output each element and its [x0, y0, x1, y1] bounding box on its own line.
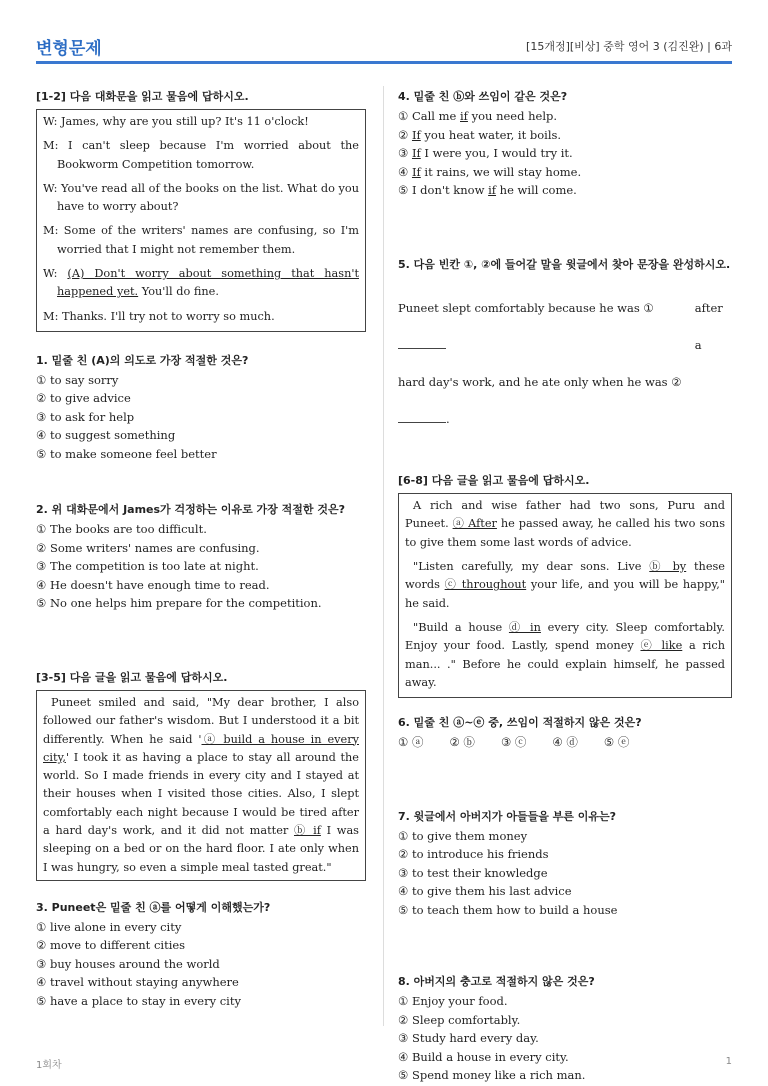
- option[interactable]: [398, 181, 732, 200]
- option[interactable]: ④ travel without staying anywhere: [36, 975, 239, 990]
- q5-text-span: after a: [694, 301, 723, 353]
- option-text: ②: [398, 127, 412, 142]
- dialogue-line-a: [43, 265, 359, 302]
- footer-page-number: 1: [725, 1056, 732, 1067]
- option[interactable]: ③ The competition is too late at night.: [36, 559, 259, 574]
- question-1-title: 1. 밑줄 친 (A)의 의도로 가장 적절한 것은?: [36, 353, 249, 367]
- option[interactable]: ④ He doesn't have enough time to read.: [36, 577, 270, 592]
- dialogue-line: M: Thanks. I'll try not to worry so much.: [43, 309, 275, 323]
- question-6-options: [398, 733, 732, 752]
- underlined-word: if: [460, 109, 468, 123]
- option-text: ⑤ I don't know: [398, 183, 489, 197]
- question-7-title: 7. 윗글에서 아버지가 아들들을 부른 이유는?: [398, 809, 617, 823]
- option[interactable]: ③ buy houses around the world: [36, 956, 220, 971]
- option[interactable]: ③ Study hard every day.: [398, 1031, 539, 1046]
- option[interactable]: ④ ⓓ: [552, 735, 578, 750]
- passage-box-3-5: [36, 690, 366, 881]
- section-title-1-2: [1-2] 다음 대화문을 읽고 물음에 답하시오.: [36, 90, 249, 103]
- option[interactable]: ③ to ask for help: [36, 409, 135, 424]
- passage-span: every city. Sleep comfortably. Enjoy your food. Lastly, spend money: [405, 620, 726, 653]
- passage-span: a rich man... ." Before he could explain himself, he passed away.: [405, 639, 725, 689]
- option-text: you need help.: [467, 109, 558, 123]
- option[interactable]: ⑤ to teach them how to build a house: [398, 902, 618, 917]
- dialogue-line: M: Some of the writers' names are confusing, so I'm worried that I might not remember them.: [43, 224, 359, 256]
- column-divider: [383, 86, 384, 1026]
- speaker-label: W:: [43, 267, 68, 281]
- underlined-word: If: [411, 164, 421, 179]
- option[interactable]: ① to say sorry: [36, 372, 119, 387]
- dialogue-line: M: I can't sleep because I'm worried about the Bookworm Competition tomorrow.: [43, 139, 359, 171]
- passage-paragraph: [405, 497, 725, 552]
- option[interactable]: ① ⓐ: [398, 735, 424, 750]
- question-8-options: [398, 992, 732, 1085]
- underlined-a: (A) Don't worry about something that hasn't happened yet.: [57, 267, 359, 299]
- option-text: it rains, we will stay home.: [420, 164, 582, 179]
- header-rule: [36, 61, 732, 64]
- underlined-word: If: [411, 146, 421, 160]
- option[interactable]: ⑤ to make someone feel better: [36, 446, 217, 461]
- question-4-options: [398, 107, 732, 200]
- q5-text-span: hard day's work, and he ate only when he was ②: [398, 375, 682, 390]
- option[interactable]: ② Some writers' names are confusing.: [36, 540, 260, 555]
- option[interactable]: ② Sleep comfortably.: [398, 1012, 521, 1027]
- option[interactable]: ③ ⓒ: [500, 735, 527, 750]
- question-8-title: 8. 아버지의 충고로 적절하지 않은 것은?: [398, 975, 595, 989]
- underlined-d: ⓓ in: [508, 620, 541, 634]
- option[interactable]: [398, 107, 732, 126]
- option[interactable]: ⑤ ⓔ: [603, 735, 630, 750]
- question-5-title: 5. 다음 빈칸 ①, ②에 들어갈 말을 윗글에서 찾아 문장을 완성하시오.: [398, 257, 731, 271]
- question-3-title: 3. Puneet은 밑줄 친 ⓐ를 어떻게 이해했는가?: [36, 900, 271, 914]
- question-2-title: 2. 위 대화문에서 James가 걱정하는 이유로 가장 적절한 것은?: [36, 503, 345, 517]
- underlined-b: ⓑ by: [649, 560, 687, 574]
- passage-span: "Listen carefully, my dear sons. Live: [413, 560, 650, 574]
- right-column: [398, 88, 732, 1085]
- option-text: you heat water, it boils.: [420, 127, 562, 142]
- option-text: he will come.: [496, 183, 577, 197]
- option[interactable]: [398, 126, 732, 145]
- option[interactable]: ② move to different cities: [36, 938, 186, 953]
- course-info: [15개정][비상] 중학 영어 3 (김진완) | 6과: [526, 40, 732, 53]
- option-text: ③: [398, 146, 412, 160]
- left-column: [36, 88, 366, 1010]
- option[interactable]: ③ to test their knowledge: [398, 865, 548, 880]
- option[interactable]: [398, 144, 732, 163]
- option-text: ④: [398, 164, 412, 179]
- option[interactable]: [398, 163, 732, 182]
- dialogue-line: W: You've read all of the books on the list. What do you have to worry about?: [43, 181, 359, 214]
- option[interactable]: ⑤ Spend money like a rich man.: [398, 1068, 586, 1083]
- passage-span: A rich and wise father had two sons, Puru and Puneet.: [405, 499, 725, 531]
- underlined-word: if: [488, 183, 497, 197]
- option[interactable]: ⑤ No one helps him prepare for the competition.: [36, 596, 322, 611]
- q5-line-1: [398, 290, 732, 364]
- option[interactable]: ① Enjoy your food.: [398, 994, 508, 1009]
- section-title-6-8: [6-8] 다음 글을 읽고 물음에 답하시오.: [398, 474, 590, 488]
- option-text: ① Call me: [398, 109, 460, 123]
- underlined-e: ⓔ like: [640, 639, 683, 653]
- section-title-3-5: [3-5] 다음 글을 읽고 물음에 답하시오.: [36, 670, 228, 684]
- option[interactable]: ① to give them money: [398, 828, 528, 843]
- question-3-options: [36, 918, 366, 1011]
- question-6-title: 6. 밑줄 친 ⓐ~ⓔ 중, 쓰임이 적절하지 않은 것은?: [398, 716, 642, 730]
- passage-span: "Build a house: [413, 620, 509, 634]
- passage-text: [43, 694, 359, 877]
- q5-text: [398, 290, 695, 364]
- option[interactable]: ② ⓑ: [449, 735, 475, 750]
- q5-line-2: [398, 364, 732, 438]
- option[interactable]: ⑤ have a place to stay in every city: [36, 993, 241, 1008]
- q5-text-span: Puneet slept comfortably because he was ①: [398, 301, 654, 316]
- option-text: I were you, I would try it.: [420, 146, 573, 160]
- blank-1[interactable]: [398, 338, 446, 349]
- passage-span: your life, and you will be happy," he said.: [405, 578, 726, 610]
- option[interactable]: ④ to suggest something: [36, 428, 176, 443]
- passage-span: he passed away, he called his two sons to give them some last words of advice.: [405, 517, 725, 549]
- passage-span: these words: [405, 560, 725, 592]
- q5-text-span: .: [446, 412, 450, 427]
- question-2-options: [36, 520, 366, 613]
- underlined-a: ⓐ After: [452, 517, 497, 531]
- blank-2[interactable]: [398, 412, 446, 423]
- underlined-word: If: [411, 127, 421, 142]
- underlined-b: ⓑ if: [293, 824, 321, 838]
- question-7-options: [398, 827, 732, 920]
- option[interactable]: ④ to give them his last advice: [398, 884, 572, 899]
- underlined-c: ⓒ throughout: [444, 578, 527, 592]
- underlined-a: ⓐ build a house in every city,: [43, 732, 359, 764]
- question-1-options: [36, 371, 366, 464]
- option[interactable]: ① live alone in every city: [36, 919, 182, 934]
- passage-paragraph: [405, 619, 725, 692]
- page-title: 변형문제: [36, 39, 102, 59]
- passage-paragraph: [405, 558, 725, 613]
- dialogue-text: You'll do fine.: [141, 285, 219, 299]
- dialogue-line: W: James, why are you still up? It's 11 o'clock!: [43, 115, 309, 128]
- passage-span: Puneet smiled and said, "My dear brother, I also followed our father's wisdom. But I understood it a bit differently. When he said ': [43, 695, 359, 746]
- option[interactable]: ① The books are too difficult.: [36, 522, 207, 537]
- passage-box-6-8: [398, 493, 732, 698]
- footer-session: 1회차: [36, 1060, 62, 1071]
- passage-span: I was sleeping on a bed or on the hard floor. I ate only when I was hungry, so even a simple meal tasted great.": [43, 824, 359, 874]
- page-header: [36, 28, 732, 62]
- option[interactable]: ② to introduce his friends: [398, 847, 549, 862]
- dialogue-box: [36, 109, 366, 332]
- passage-span: ' I took it as having a place to stay all around the world. So I made friends in every city and I stayed at their houses when I visited those cities. Also, I slept comfortably each night because I would be tired after a hard day's work, and it did not matter: [43, 750, 359, 838]
- option[interactable]: ② to give advice: [36, 391, 131, 406]
- question-4-title: 4. 밑줄 친 ⓑ와 쓰임이 같은 것은?: [398, 90, 568, 103]
- option[interactable]: ④ Build a house in every city.: [398, 1049, 569, 1064]
